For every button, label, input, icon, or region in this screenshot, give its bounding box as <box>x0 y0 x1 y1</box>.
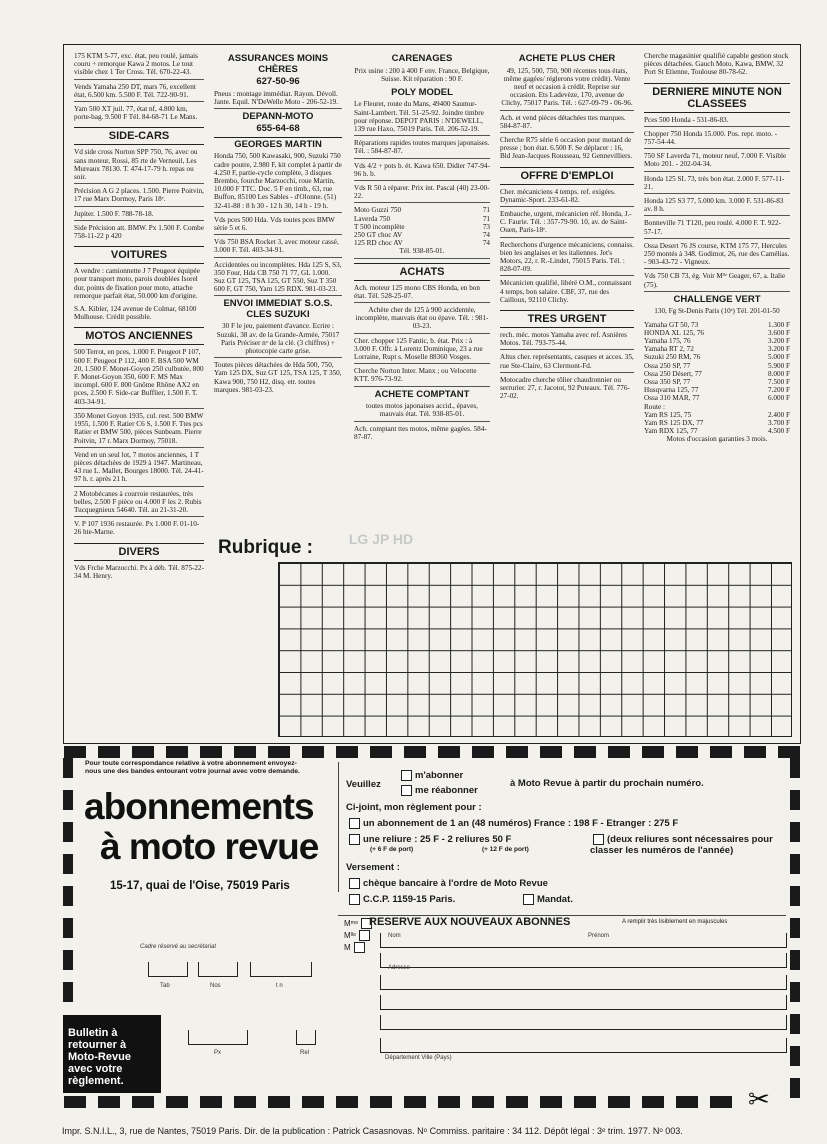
checkbox[interactable] <box>349 894 360 905</box>
ad-text: Prix usine : 200 à 400 F env. France, Belgique, Suisse. Kit réparation : 90 F. <box>354 66 490 83</box>
ad-text: Le Fleuret, route du Mans, 49400 Saumur-Saint-Lambert. Tél. 51-25-92. Joindre timbre pour réponse. DEPOT PARIS : N'DEWELL, 139 rue Haxo, 75019 Paris. Tél. 206-52-19. <box>354 100 490 136</box>
ad-text: Ach. moteur 125 mono CBS Honda, en bon état. Tél. 528-25-07. <box>354 284 490 303</box>
price-row <box>644 427 790 435</box>
ad-text: Bonneville 71 T120, peu roulé. 4.000 F. T. 922-57-17. <box>644 219 790 238</box>
option-reliure[interactable] <box>346 834 511 845</box>
city-field[interactable] <box>380 1038 787 1053</box>
checkbox[interactable] <box>349 834 360 845</box>
ad-text: Toutes pièces détachées de Hda 500, 750, Yam 125 DX, Suz GT 125, TSA 125, T 350, Kawa 900, 750 H2, disq. etr. toutes marques. 981-03-23. <box>214 361 342 394</box>
price-row <box>354 231 490 239</box>
item-name: Ossa 250 SP, 77 <box>644 361 691 370</box>
price-row <box>644 378 790 386</box>
ad-text: Ach. comptant ttes motos, même gagées. 584-87-87. <box>354 424 487 441</box>
item-value: 3.200 F <box>768 345 790 354</box>
ad-text: Pneus : montage immédiat. Rayon. Dévoll. Jante. Equil. N'DeWelle Moto - 206-52-19. <box>214 90 342 109</box>
section-heading-voitures: VOITURES <box>74 246 204 264</box>
assurances-phone: 627-50-96 <box>256 76 300 87</box>
price-row <box>354 215 490 223</box>
price-row <box>644 362 790 370</box>
ad-text: Honda 750, 500 Kawasaki, 900, Suzuki 750 cadre poutre, 2.980 F, kit complet à partir de 4.250 F, partie-cycle complète, 3 disques Brembo, fourche Marzocchi, roue Martin, 10.000 F TTC. Doc. 5 F en timb., 63, rue Buffon, 85100 Les Sables - d'Olonne. (51) 32-41-88 : 8 h 30 - 12 h 30, 14 h - 19 h. <box>214 152 342 212</box>
item-name: 125 RD choc AV <box>354 239 403 248</box>
border-dash <box>540 746 562 758</box>
ad-text: toutes motos japonaises accid., épaves, mauvais état. Tél. 938-85-01. <box>354 402 490 421</box>
option-mandat[interactable] <box>520 894 573 905</box>
border-dash <box>166 1096 188 1108</box>
civility-label: Mᵐᵉ <box>344 919 359 928</box>
field-label-dept: Département Ville (Pays) <box>385 1055 452 1061</box>
challenge-vert-list <box>644 321 790 403</box>
ad-text: Cher. chopper 125 Fantic, b. état. Prix : à 3.000 F. Offr. à Lorentz Dominique, 23 a rue Lorraine, Rupt s. Moselle 88360 Vosges. <box>354 337 490 365</box>
border-dash <box>472 1096 494 1108</box>
price-table <box>354 206 490 247</box>
ad-text: Vd side cross Norton SPP 750, 76, avec ou sans moteur, Rossi, 85 rte de Verneuil, Les Mureaux 78130. T. 474-17-79 h. repas ou soir. <box>74 148 204 184</box>
ad-text: Réparations rapides toutes marques japonaises. Tél. : 584-87-87. <box>354 139 490 158</box>
border-dash <box>132 1096 154 1108</box>
price-row <box>644 329 790 337</box>
reliure-note <box>590 834 790 856</box>
ad-text: S.A. Kibler, 124 avenue de Colmar, 68100 Mulhouse. Crédit possible. <box>74 305 197 322</box>
border-dash <box>608 746 630 758</box>
border-dash <box>540 1096 562 1108</box>
coupon-note: Pour toute correspondance relative à votre abonnement envoyez-nous une des bandes entourant votre journal avec votre demande. <box>85 760 300 775</box>
border-dash <box>63 758 73 778</box>
ad-text: 2 Motobécanes à courroie restaurées, très belles, 2.500 F pièce ou 4.000 F les 2. Rubis Tucquegnieux 54640. Tél. au 21-31-20. <box>74 490 204 518</box>
border-dash <box>268 1096 290 1108</box>
checkbox[interactable] <box>401 785 412 796</box>
option-label: une reliure : 25 F - 2 reliures 50 F <box>363 834 512 846</box>
item-name: Yamaha 175, 76 <box>644 336 691 345</box>
border-dash <box>790 1046 800 1066</box>
ad-text: Recherchons d'urgence mécaniciens, connaiss. bien les anglaises et les italiennes. Jet's Motors, 22, r. R.-Lindet, 75015 Paris. Tél. : 828-07-09. <box>500 241 634 277</box>
rubrique-label: Rubrique : <box>218 537 313 558</box>
item-name: Yam RS 125, 75 <box>644 410 692 419</box>
border-dash <box>676 1096 698 1108</box>
ad-text: Cherche magasinier qualifié capable gestion stock pièces détachées. Gauch Moto, Kawa, BMW, 32 Port St Etienne, Toulouse 80-78-62. <box>644 52 789 77</box>
cadre-label: Px <box>214 1050 222 1056</box>
price-row <box>354 239 490 247</box>
option-ccp[interactable] <box>346 894 455 905</box>
ad-text: Cherche R75 série 6 occasion pour motard de presse ; bon état. 6.500 F. Se déplacer : 16, Bld Jean-Jacques Rousseau, 92 Gennevilliers. <box>500 135 633 161</box>
ad-text: Vds 4/2 + pots b. ét. Kawa 650. Didier 747-94-96 h. b. <box>354 162 490 181</box>
cadre-label: Nos <box>210 983 221 989</box>
border-dash <box>166 746 188 758</box>
border-dash <box>790 950 800 970</box>
price-row <box>354 223 490 231</box>
cadre-box-tn <box>250 962 312 977</box>
price-row <box>644 345 790 353</box>
column-3 <box>354 52 490 446</box>
price-row <box>644 411 790 419</box>
border-dash <box>302 1096 324 1108</box>
section-heading-sidecars: SIDE-CARS <box>74 127 204 145</box>
border-dash <box>574 746 596 758</box>
border-dash <box>64 746 86 758</box>
checkbox[interactable] <box>349 878 360 889</box>
achete-comptant-title: ACHETE COMPTANT <box>374 388 470 400</box>
ad-text: V. P 107 1936 restaurée. Px 1.000 F. 01-10-26 hte-Marne. <box>74 520 200 537</box>
border-dash <box>63 854 73 874</box>
option-label: chèque bancaire à l'ordre de Moto Revue <box>363 878 548 890</box>
item-value: 5.000 F <box>768 353 790 362</box>
item-value: 7.200 F <box>768 386 790 395</box>
item-name: Yam RS 125 DX, 77 <box>644 419 704 427</box>
price-row <box>354 206 490 214</box>
column-1 <box>74 52 204 585</box>
cadre-label: Rel <box>300 1050 310 1056</box>
port-note-1: (+ 6 F de port) <box>370 846 414 853</box>
checkbox[interactable] <box>401 770 412 781</box>
item-name: Husqvarna 125, 77 <box>644 386 699 395</box>
item-value: 71 <box>482 214 490 223</box>
section-heading-derniere-minute: DERNIERE MINUTE NON CLASSEES <box>644 83 790 113</box>
versement-label: Versement : <box>346 862 400 873</box>
ad-text: Honda 125 S3 77, 5.000 km. 3.000 F. 531-86-83 av. 8 h. <box>644 197 790 216</box>
option-label: me réabonner <box>415 785 478 797</box>
price-row <box>644 337 790 345</box>
border-dash <box>710 746 732 758</box>
ad-text: Altus cher. représentants, casques et acces. 35, rue Ste-Claire, 63 Clermont-Fd. <box>500 353 634 372</box>
border-dash <box>404 746 426 758</box>
scissors-icon: ✂ <box>748 1085 770 1115</box>
ad-text: Jupiter. 1.500 F. 788-78-18. <box>74 210 204 221</box>
ad-text: Vend en un seul lot, 7 motos anciennes, 1 T pièces détachées de 1929 à 1947. Martineau, 43 rue L. Mallet, Bourges 18000. Tél. 24-41-97 h. r. après 21 h. <box>74 451 204 487</box>
civility-mlle[interactable] <box>344 930 375 942</box>
border-dash <box>63 982 73 1002</box>
border-dash <box>63 950 73 970</box>
border-dash <box>200 746 222 758</box>
challenge-vert-route-list <box>644 411 790 436</box>
item-name: Laverda 750 <box>354 214 391 223</box>
ad-text: A vendre : camionnette J 7 Peugeot équipée pour transport moto, parois doublées Isorel dur, points de fixation pour moto, attache remorque parfait état, 50.000 km d'origine. <box>74 267 200 300</box>
option-label: m'abonner <box>415 770 464 782</box>
item-value: 6.000 F <box>768 394 790 403</box>
item-value: 3.700 F <box>768 419 790 427</box>
ad-text: rech. méc. motos Yamaha avec ref. Asnières Motos. Tél. 793-75-44. <box>500 331 634 350</box>
cadre-box-tab <box>148 962 188 977</box>
field-label-prenom: Prénom <box>588 933 610 939</box>
ad-text: Précision A G 2 places. 1.500. Pierre Poitvin, 17 rue Marx Dormoy, Paris 18ᵉ. <box>74 187 204 206</box>
border-dash <box>506 746 528 758</box>
reserve-title: RESERVE AUX NOUVEAUX ABONNES <box>369 916 571 928</box>
ad-text: Vds 750 CB 73, ég. Voir Mˡˡᵉ Geager, 67, a. Italie (75). <box>644 272 790 291</box>
price-row <box>644 394 790 402</box>
border-dash <box>132 746 154 758</box>
checkbox[interactable] <box>354 942 365 953</box>
item-name: Yamaha GT 50, 73 <box>644 320 699 329</box>
veuillez-label: Veuillez <box>346 779 381 790</box>
item-value: 3.200 F <box>768 336 790 345</box>
item-name: HONDA XL 125, 76 <box>644 328 705 337</box>
item-name: Yamaha RT 2, 72 <box>644 345 694 354</box>
challenge-vert-footer: Motos d'occasion garanties 3 mois. <box>666 435 768 444</box>
section-heading-motos-anciennes: MOTOS ANCIENNES <box>74 327 204 345</box>
item-value: 1.300 F <box>768 320 790 329</box>
ci-joint-label: Ci-joint, mon règlement pour : <box>346 802 482 813</box>
assurances-title: ASSURANCES MOINS CHÈRES <box>227 53 329 75</box>
ad-text: 49, 125, 500, 750, 900 récentes tous états, même gagées/ réglerons votre crédit). Vente neuf et occasion à crédit. Reprise sur occasion. Ets Ladevèze, 170, avenue de Clichy, 75017 Paris. Tél. : 627-09-79 - 06-96. <box>500 67 634 111</box>
border-dash <box>63 790 73 810</box>
column-2 <box>214 52 342 399</box>
item-name: Ossa 250 Désert, 77 <box>644 369 702 378</box>
option-label: Mandat. <box>537 894 573 906</box>
ad-text: 175 KTM 5-77, exc. état, peu roulé, jamais couru + remorque Kawa 2 motos. Le tout visible chez 1 Ter Cross. Tél. 670-22-43. <box>74 52 204 80</box>
option-cheque[interactable] <box>346 878 548 889</box>
cadre-box-px <box>188 1030 248 1045</box>
price-row <box>644 419 790 427</box>
item-value: 2.400 F <box>768 410 790 419</box>
item-name: 250 GT choc AV <box>354 231 403 240</box>
georges-martin-title: GEORGES MARTIN <box>214 137 342 151</box>
item-value: 8.000 F <box>768 369 790 378</box>
item-value: 74 <box>482 239 490 248</box>
checkbox[interactable] <box>349 818 360 829</box>
border-dash <box>438 1096 460 1108</box>
border-dash <box>790 982 800 1002</box>
address-field-1[interactable] <box>380 953 787 968</box>
item-name: Moto Guzzi 750 <box>354 206 402 215</box>
port-note-2: (+ 12 F de port) <box>482 846 529 853</box>
ad-text: Chopper 750 Honda 15.000. Pos. repr. moto. - 757-54-44. <box>644 130 790 149</box>
ad-text: Vds pces 500 Hda. Vds toutes pces BMW série 5 et 6. <box>214 216 342 235</box>
ad-text: Yam 500 XT juil. 77, état nf, 4.800 km, porte-bag. 9.500 F Tél. 84-68-71 Le Mans. <box>74 105 198 122</box>
option-abonner[interactable] <box>398 770 463 781</box>
ad-text: Motocadre cherche tôlier chaudronnier ou serrurier. 27, r. Jacotot, 92 Puteaux. Tél. 776-27-02. <box>500 375 630 401</box>
reserve-note: A remplir très lisiblement en majuscules <box>622 919 728 925</box>
item-value: 74 <box>482 231 490 240</box>
item-value: 71 <box>482 206 490 215</box>
ad-text: Honda 125 SL 73, très bon état. 2.000 F. 577-11-21. <box>644 175 790 194</box>
ad-text: Pces 500 Honda - 531-86-83. <box>644 116 790 127</box>
subscription-address: 15-17, quai de l'Oise, 75019 Paris <box>110 880 290 892</box>
ad-text: Vds 750 BSA Rocket 3, avec moteur cassé, 3.000 F. Tél. 403-34-91. <box>214 238 342 257</box>
border-dash <box>790 1078 800 1098</box>
border-dash <box>302 746 324 758</box>
bulletin-label: Bulletin à retourner à Moto-Revue avec votre règlement. <box>63 1015 161 1093</box>
price-row <box>644 386 790 394</box>
checkbox[interactable] <box>359 930 370 941</box>
item-name: Ossa 310 MAR, 77 <box>644 394 700 403</box>
option-label: C.C.P. 1159-15 Paris. <box>363 894 456 906</box>
ad-text: 350 Monet Goyon 1935, cul. rest. 500 BMW 1955, 1.500 F. Ratier C6 S, 1.500 F. Ttes pcs Ratier et BMW 500, pièces Sunbeam. Pierre Poitvin, 17 r. Marx Dormoy, 75018. <box>74 412 204 448</box>
border-dash <box>506 1096 528 1108</box>
civility-label: Mˡˡᵉ <box>344 931 357 940</box>
border-dash <box>608 1096 630 1108</box>
border-dash <box>404 1096 426 1108</box>
border-dash <box>370 746 392 758</box>
border-dash <box>472 746 494 758</box>
column-4 <box>500 52 634 405</box>
border-dash <box>790 1014 800 1034</box>
checkbox[interactable] <box>523 894 534 905</box>
border-dash <box>676 746 698 758</box>
ad-text: Vds R 50 à réparer. Prix int. Pascal (40) 23-00-22. <box>354 184 490 203</box>
item-name: T 500 incomplète <box>354 222 405 231</box>
border-dash <box>438 746 460 758</box>
item-value: 7.500 F <box>768 377 790 386</box>
item-value: 73 <box>482 222 490 231</box>
border-dash <box>200 1096 222 1108</box>
item-name: Ossa 350 SP, 77 <box>644 377 691 386</box>
border-dash <box>63 822 73 842</box>
depann-phone: 655-64-68 <box>256 123 300 135</box>
carenages-title: CARENAGES <box>391 53 453 64</box>
option-label: (deux reliures sont nécessaires pour classer les numéros de l'année) <box>590 834 773 857</box>
cadre-box-nos <box>198 962 238 977</box>
border-dash <box>98 746 120 758</box>
section-heading-achats: ACHATS <box>354 263 490 281</box>
imprint-footer: Impr. S.N.I.L., 3, rue de Nantes, 75019 Paris. Dir. de la publication : Patrick Casasnovas. Nᵒ Commiss. paritaire : 34 112. Dépôt légal : 3ᵉ trim. 1977. Nᵒ 003. <box>62 1126 683 1136</box>
name-field[interactable] <box>380 933 787 948</box>
item-value: 4.500 F <box>768 427 790 436</box>
option-abonnement-1an[interactable] <box>346 818 678 829</box>
border-dash <box>63 886 73 906</box>
price-row <box>644 370 790 378</box>
challenge-vert-title: CHALLENGE VERT <box>673 293 761 305</box>
ad-text: Side Précision att. BMW. Px 1.500 F. Combe 758-11-22 p 420 <box>74 223 204 241</box>
border-dash <box>63 918 73 938</box>
price-row <box>644 321 790 329</box>
ad-text: Tél. 938-85-01. <box>354 247 490 258</box>
option-label: un abonnement de 1 an (48 numéros) France : 198 F - Etranger : 275 F <box>363 818 679 830</box>
field-label-adresse: Adresse <box>388 965 411 971</box>
column-5 <box>644 52 790 444</box>
border-dash <box>370 1096 392 1108</box>
subscription-headline-2: à moto revue <box>100 826 319 867</box>
from-next-text: à Moto Revue à partir du prochain numéro. <box>510 778 704 789</box>
ad-text: Vds Frche Marzocchi. Px à déb. Tél. 875-22-34 M. Henry. <box>74 563 205 580</box>
achete-plus-cher-title: ACHETE PLUS CHER <box>518 53 616 64</box>
ad-text: Cherche Norton Inter. Manx ; ou Velocette KTT. 976-73-92. <box>354 367 490 386</box>
ad-text: 500 Terrot, en pces, 1.000 F. Peugeot P 107, 600 F. Peugeot P 112, 400 F. BSA 500 WM 20, 1.500 F. Monet-Goyon 250 culbutée, 800 F. Monet-Goyon 350, 600 F. MS Max incompl. 600 F. 800 Gnôme Rhône AX2 en pces, 2.500 F. Side-car Bufflier, 1.500 F. T. 403-34-91. <box>74 348 204 408</box>
cadre-label: Tab <box>160 983 170 989</box>
ad-text: Embauche, urgent, mécanicien réf. Honda, J.-C. Faurie. Tél. : 357-79-90. 10, av. de Saint-Ouen, Paris-18ᵉ. <box>500 210 634 238</box>
ad-text: Vends Yamaha 250 DT, mars 76, excellent état, 6.500 km. 5.500 F. Tél. 722-90-91. <box>74 83 204 102</box>
address-field-3[interactable] <box>380 995 787 1010</box>
border-dash <box>98 1096 120 1108</box>
border-dash <box>790 918 800 938</box>
border-dash <box>268 746 290 758</box>
option-reabonner[interactable] <box>398 785 478 796</box>
border-dash <box>744 746 766 758</box>
border-dash <box>336 746 358 758</box>
border-dash <box>64 1096 86 1108</box>
field-label-nom: Nom <box>388 933 401 939</box>
address-field-4[interactable] <box>380 1015 787 1030</box>
subscription-headline-1: abonnements <box>84 786 314 827</box>
watermark: LG JP HD <box>348 531 414 547</box>
border-dash <box>234 746 256 758</box>
civility-m[interactable] <box>344 942 375 954</box>
section-heading-urgent: TRES URGENT <box>500 310 634 328</box>
ad-text: Achète cher de 125 à 900 accidentée, incomplète, mauvais état ou épave. Tél. : 981-03-23. <box>354 306 490 334</box>
price-row <box>644 353 790 361</box>
cadre-note: Cadre réservé au secrétariat <box>140 944 217 950</box>
border-dash <box>336 1096 358 1108</box>
ad-text: Ossa Desert 76 JS course, KTM 175 77, Hercules 250 montés à 348. Godimot, 26, rue des Camélias. - 903-43-72 - Vigneux. <box>644 242 790 270</box>
border-dash <box>574 1096 596 1108</box>
border-dash <box>778 746 800 758</box>
item-name: Yam RDX 125, 77 <box>644 427 698 436</box>
challenge-vert-route: Route : <box>644 402 665 411</box>
border-dash <box>234 1096 256 1108</box>
ad-text: 30 F le jeu, paiement d'avance. Ecrire : Suzuki, 38 av. de la Grande-Armée, 75017 Paris Préciser nᵒ de la clé. (3 chiffres) + photocopie carte grise. <box>214 322 342 358</box>
depann-title: DEPANN-MOTO <box>242 110 314 122</box>
challenge-vert-address: 130, Fg St-Denis Paris (10ᵉ) Tél. 201-01-50 <box>654 307 780 316</box>
poly-model-title: POLY MODEL <box>391 86 453 98</box>
ad-text: 750 SF Laverda 71, moteur neuf, 7.000 F. Visible Moto 201. - 202-04-34. <box>644 152 790 171</box>
checkbox[interactable] <box>593 834 604 845</box>
item-name: Suzuki 250 RM, 76 <box>644 353 701 362</box>
ad-text: Cher. mécaniciens 4 temps. ref. exigées. Dynamic-Sport. 233-61-82. <box>500 188 634 207</box>
item-value: 5.900 F <box>768 361 790 370</box>
item-value: 3.600 F <box>768 328 790 337</box>
civility-label: M <box>344 943 351 952</box>
cadre-label: t n <box>276 983 283 989</box>
section-heading-divers: DIVERS <box>74 543 204 561</box>
ad-text: Ach. et vend pièces détachées ttes marques. 584-87-87. <box>500 114 634 133</box>
section-heading-emploi: OFFRE D'EMPLOI <box>500 167 634 185</box>
ad-text: Mécanicien qualifié, libéré O.M., connaissant 4 temps, bon salaire. CBF, 37, rue des Cailloux, 92110 Clichy. <box>500 279 632 304</box>
border-dash <box>710 1096 732 1108</box>
rubrique-grid[interactable] <box>278 562 792 737</box>
ad-text: Accidentées ou incomplètes. Hda 125 S, S3, 350 Four, Hda CB 750 71 77, GL 1.000. Suz GT 125, TSA 125, GT 550, Suz T 350 600 F, GT 750, Yam 125 RDX. 981-03-23. <box>214 261 342 297</box>
border-dash <box>642 746 664 758</box>
address-field-2[interactable] <box>380 975 787 990</box>
border-dash <box>642 1096 664 1108</box>
envoi-title: ENVOI IMMEDIAT S.O.S. CLES SUZUKI <box>223 298 333 320</box>
cadre-box-rel <box>296 1030 316 1045</box>
